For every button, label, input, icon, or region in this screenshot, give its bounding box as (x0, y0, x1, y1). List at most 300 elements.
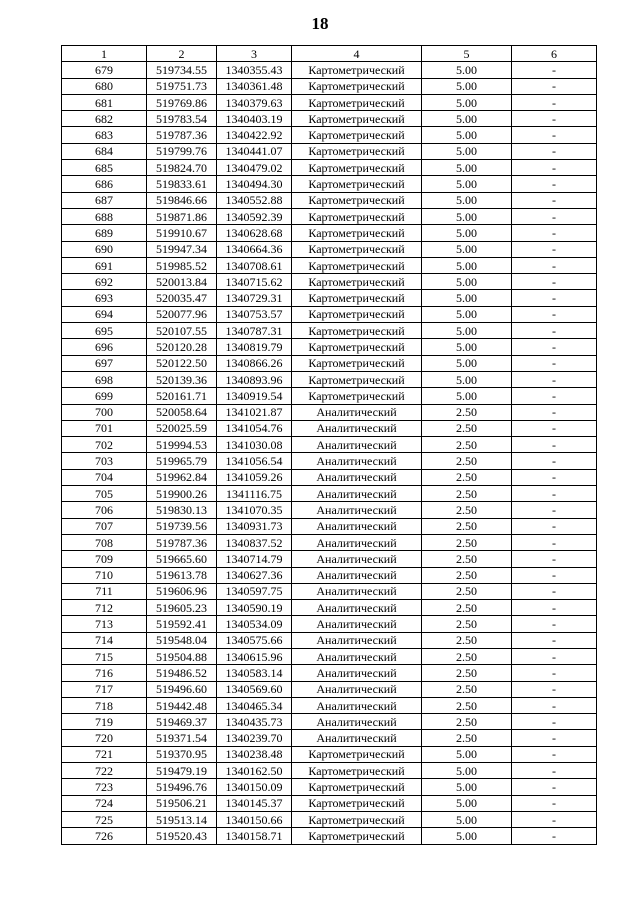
accuracy-cell: 2.50 (422, 583, 512, 599)
table-row (62, 306, 597, 322)
table-row (62, 160, 597, 176)
note-cell: - (512, 241, 597, 257)
note-cell: - (512, 779, 597, 795)
note-cell: - (512, 730, 597, 746)
accuracy-cell: 2.50 (422, 616, 512, 632)
note-cell: - (512, 681, 597, 697)
y-coordinate-cell: 1341116.75 (217, 486, 292, 502)
column-header: 3 (217, 46, 292, 62)
method-cell: Аналитический (292, 648, 422, 664)
x-coordinate-cell: 520035.47 (147, 290, 217, 306)
point-number-cell: 683 (62, 127, 147, 143)
y-coordinate-cell: 1340590.19 (217, 600, 292, 616)
method-cell: Картометрический (292, 111, 422, 127)
accuracy-cell: 5.00 (422, 763, 512, 779)
table-row (62, 62, 597, 78)
y-coordinate-cell: 1340150.09 (217, 779, 292, 795)
table-row (62, 567, 597, 583)
table-row (62, 111, 597, 127)
note-cell: - (512, 323, 597, 339)
method-cell: Аналитический (292, 567, 422, 583)
y-coordinate-cell: 1340819.79 (217, 339, 292, 355)
point-number-cell: 681 (62, 94, 147, 110)
method-cell: Картометрический (292, 339, 422, 355)
accuracy-cell: 2.50 (422, 648, 512, 664)
table-row (62, 388, 597, 404)
y-coordinate-cell: 1341059.26 (217, 469, 292, 485)
x-coordinate-cell: 519846.66 (147, 192, 217, 208)
x-coordinate-cell: 519665.60 (147, 551, 217, 567)
x-coordinate-cell: 519496.60 (147, 681, 217, 697)
accuracy-cell: 5.00 (422, 323, 512, 339)
y-coordinate-cell: 1340615.96 (217, 648, 292, 664)
y-coordinate-cell: 1340355.43 (217, 62, 292, 78)
table-row (62, 420, 597, 436)
point-number-cell: 679 (62, 62, 147, 78)
y-coordinate-cell: 1340569.60 (217, 681, 292, 697)
note-cell: - (512, 486, 597, 502)
table-row (62, 665, 597, 681)
accuracy-cell: 5.00 (422, 208, 512, 224)
accuracy-cell: 2.50 (422, 534, 512, 550)
table-row (62, 730, 597, 746)
accuracy-cell: 5.00 (422, 127, 512, 143)
y-coordinate-cell: 1340435.73 (217, 714, 292, 730)
method-cell: Картометрический (292, 290, 422, 306)
y-coordinate-cell: 1340627.36 (217, 567, 292, 583)
method-cell: Картометрический (292, 746, 422, 762)
table-row (62, 681, 597, 697)
point-number-cell: 685 (62, 160, 147, 176)
method-cell: Картометрический (292, 192, 422, 208)
table-row (62, 274, 597, 290)
method-cell: Картометрический (292, 779, 422, 795)
method-cell: Аналитический (292, 616, 422, 632)
point-number-cell: 698 (62, 371, 147, 387)
note-cell: - (512, 518, 597, 534)
note-cell: - (512, 616, 597, 632)
table-row (62, 811, 597, 827)
y-coordinate-cell: 1340664.36 (217, 241, 292, 257)
method-cell: Картометрический (292, 62, 422, 78)
note-cell: - (512, 274, 597, 290)
accuracy-cell: 2.50 (422, 437, 512, 453)
accuracy-cell: 2.50 (422, 681, 512, 697)
method-cell: Аналитический (292, 486, 422, 502)
note-cell: - (512, 502, 597, 518)
x-coordinate-cell: 519787.36 (147, 534, 217, 550)
accuracy-cell: 5.00 (422, 62, 512, 78)
method-cell: Картометрический (292, 127, 422, 143)
note-cell: - (512, 143, 597, 159)
method-cell: Картометрический (292, 208, 422, 224)
table-row (62, 323, 597, 339)
accuracy-cell: 5.00 (422, 176, 512, 192)
note-cell: - (512, 371, 597, 387)
point-number-cell: 707 (62, 518, 147, 534)
note-cell: - (512, 665, 597, 681)
accuracy-cell: 5.00 (422, 779, 512, 795)
column-header: 6 (512, 46, 597, 62)
method-cell: Картометрический (292, 355, 422, 371)
accuracy-cell: 2.50 (422, 404, 512, 420)
point-number-cell: 714 (62, 632, 147, 648)
point-number-cell: 715 (62, 648, 147, 664)
table-row (62, 355, 597, 371)
method-cell: Аналитический (292, 583, 422, 599)
table-row (62, 828, 597, 844)
accuracy-cell: 2.50 (422, 632, 512, 648)
x-coordinate-cell: 519871.86 (147, 208, 217, 224)
note-cell: - (512, 127, 597, 143)
accuracy-cell: 2.50 (422, 600, 512, 616)
accuracy-cell: 5.00 (422, 274, 512, 290)
x-coordinate-cell: 519496.76 (147, 779, 217, 795)
table-row (62, 795, 597, 811)
note-cell: - (512, 648, 597, 664)
table-row (62, 502, 597, 518)
x-coordinate-cell: 519985.52 (147, 257, 217, 273)
x-coordinate-cell: 519592.41 (147, 616, 217, 632)
x-coordinate-cell: 520139.36 (147, 371, 217, 387)
method-cell: Картометрический (292, 225, 422, 241)
point-number-cell: 692 (62, 274, 147, 290)
x-coordinate-cell: 519751.73 (147, 78, 217, 94)
table-row (62, 208, 597, 224)
x-coordinate-cell: 520025.59 (147, 420, 217, 436)
table-row (62, 192, 597, 208)
x-coordinate-cell: 520013.84 (147, 274, 217, 290)
table-row (62, 143, 597, 159)
x-coordinate-cell: 519504.88 (147, 648, 217, 664)
y-coordinate-cell: 1340150.66 (217, 811, 292, 827)
note-cell: - (512, 714, 597, 730)
table-row (62, 779, 597, 795)
y-coordinate-cell: 1340441.07 (217, 143, 292, 159)
note-cell: - (512, 257, 597, 273)
y-coordinate-cell: 1340893.96 (217, 371, 292, 387)
table-row (62, 616, 597, 632)
table-row (62, 551, 597, 567)
note-cell: - (512, 567, 597, 583)
y-coordinate-cell: 1341070.35 (217, 502, 292, 518)
x-coordinate-cell: 519769.86 (147, 94, 217, 110)
method-cell: Картометрический (292, 241, 422, 257)
y-coordinate-cell: 1340239.70 (217, 730, 292, 746)
x-coordinate-cell: 519783.54 (147, 111, 217, 127)
x-coordinate-cell: 519479.19 (147, 763, 217, 779)
method-cell: Картометрический (292, 828, 422, 844)
page-number: 18 (311, 14, 329, 33)
accuracy-cell: 2.50 (422, 518, 512, 534)
x-coordinate-cell: 519371.54 (147, 730, 217, 746)
point-number-cell: 709 (62, 551, 147, 567)
note-cell: - (512, 192, 597, 208)
point-number-cell: 720 (62, 730, 147, 746)
point-number-cell: 722 (62, 763, 147, 779)
point-number-cell: 724 (62, 795, 147, 811)
method-cell: Аналитический (292, 420, 422, 436)
y-coordinate-cell: 1340465.34 (217, 697, 292, 713)
x-coordinate-cell: 519965.79 (147, 453, 217, 469)
table-header-row (62, 46, 597, 62)
note-cell: - (512, 763, 597, 779)
method-cell: Аналитический (292, 534, 422, 550)
x-coordinate-cell: 519787.36 (147, 127, 217, 143)
method-cell: Картометрический (292, 257, 422, 273)
x-coordinate-cell: 519370.95 (147, 746, 217, 762)
method-cell: Аналитический (292, 665, 422, 681)
x-coordinate-cell: 519548.04 (147, 632, 217, 648)
y-coordinate-cell: 1340158.71 (217, 828, 292, 844)
method-cell: Аналитический (292, 437, 422, 453)
x-coordinate-cell: 519486.52 (147, 665, 217, 681)
method-cell: Аналитический (292, 502, 422, 518)
table-row (62, 648, 597, 664)
method-cell: Аналитический (292, 551, 422, 567)
accuracy-cell: 2.50 (422, 714, 512, 730)
y-coordinate-cell: 1340919.54 (217, 388, 292, 404)
table-row (62, 583, 597, 599)
point-number-cell: 718 (62, 697, 147, 713)
method-cell: Картометрический (292, 371, 422, 387)
note-cell: - (512, 828, 597, 844)
x-coordinate-cell: 520120.28 (147, 339, 217, 355)
note-cell: - (512, 78, 597, 94)
accuracy-cell: 5.00 (422, 828, 512, 844)
y-coordinate-cell: 1340597.75 (217, 583, 292, 599)
point-number-cell: 717 (62, 681, 147, 697)
x-coordinate-cell: 519442.48 (147, 697, 217, 713)
table-row (62, 257, 597, 273)
table-row (62, 339, 597, 355)
method-cell: Аналитический (292, 600, 422, 616)
column-header: 1 (62, 46, 147, 62)
x-coordinate-cell: 519739.56 (147, 518, 217, 534)
y-coordinate-cell: 1341054.76 (217, 420, 292, 436)
column-header: 4 (292, 46, 422, 62)
point-number-cell: 686 (62, 176, 147, 192)
method-cell: Картометрический (292, 143, 422, 159)
point-number-cell: 702 (62, 437, 147, 453)
table-row (62, 371, 597, 387)
point-number-cell: 710 (62, 567, 147, 583)
method-cell: Аналитический (292, 404, 422, 420)
accuracy-cell: 5.00 (422, 388, 512, 404)
y-coordinate-cell: 1340575.66 (217, 632, 292, 648)
x-coordinate-cell: 520161.71 (147, 388, 217, 404)
method-cell: Аналитический (292, 681, 422, 697)
column-header: 2 (147, 46, 217, 62)
accuracy-cell: 5.00 (422, 225, 512, 241)
point-number-cell: 712 (62, 600, 147, 616)
y-coordinate-cell: 1340708.61 (217, 257, 292, 273)
table-row (62, 763, 597, 779)
point-number-cell: 691 (62, 257, 147, 273)
accuracy-cell: 5.00 (422, 192, 512, 208)
table-row (62, 241, 597, 257)
point-number-cell: 688 (62, 208, 147, 224)
x-coordinate-cell: 519469.37 (147, 714, 217, 730)
point-number-cell: 721 (62, 746, 147, 762)
accuracy-cell: 2.50 (422, 567, 512, 583)
method-cell: Картометрический (292, 323, 422, 339)
note-cell: - (512, 453, 597, 469)
accuracy-cell: 2.50 (422, 551, 512, 567)
method-cell: Картометрический (292, 811, 422, 827)
method-cell: Картометрический (292, 306, 422, 322)
y-coordinate-cell: 1340787.31 (217, 323, 292, 339)
y-coordinate-cell: 1340628.68 (217, 225, 292, 241)
point-number-cell: 704 (62, 469, 147, 485)
y-coordinate-cell: 1340753.57 (217, 306, 292, 322)
y-coordinate-cell: 1340379.63 (217, 94, 292, 110)
accuracy-cell: 2.50 (422, 730, 512, 746)
method-cell: Аналитический (292, 518, 422, 534)
table-row (62, 78, 597, 94)
x-coordinate-cell: 519513.14 (147, 811, 217, 827)
x-coordinate-cell: 519506.21 (147, 795, 217, 811)
y-coordinate-cell: 1340403.19 (217, 111, 292, 127)
y-coordinate-cell: 1340422.92 (217, 127, 292, 143)
accuracy-cell: 2.50 (422, 486, 512, 502)
method-cell: Аналитический (292, 453, 422, 469)
point-number-cell: 719 (62, 714, 147, 730)
y-coordinate-cell: 1340931.73 (217, 518, 292, 534)
note-cell: - (512, 62, 597, 78)
x-coordinate-cell: 520122.50 (147, 355, 217, 371)
table-row (62, 600, 597, 616)
accuracy-cell: 5.00 (422, 306, 512, 322)
note-cell: - (512, 94, 597, 110)
x-coordinate-cell: 519830.13 (147, 502, 217, 518)
note-cell: - (512, 746, 597, 762)
table-row (62, 714, 597, 730)
method-cell: Картометрический (292, 388, 422, 404)
note-cell: - (512, 404, 597, 420)
point-number-cell: 705 (62, 486, 147, 502)
point-number-cell: 726 (62, 828, 147, 844)
accuracy-cell: 2.50 (422, 697, 512, 713)
accuracy-cell: 5.00 (422, 811, 512, 827)
point-number-cell: 684 (62, 143, 147, 159)
point-number-cell: 716 (62, 665, 147, 681)
y-coordinate-cell: 1340714.79 (217, 551, 292, 567)
note-cell: - (512, 469, 597, 485)
x-coordinate-cell: 519994.53 (147, 437, 217, 453)
table-row (62, 518, 597, 534)
method-cell: Картометрический (292, 160, 422, 176)
accuracy-cell: 5.00 (422, 257, 512, 273)
x-coordinate-cell: 519947.34 (147, 241, 217, 257)
x-coordinate-cell: 519734.55 (147, 62, 217, 78)
point-number-cell: 690 (62, 241, 147, 257)
note-cell: - (512, 437, 597, 453)
table-row (62, 632, 597, 648)
point-number-cell: 708 (62, 534, 147, 550)
y-coordinate-cell: 1340238.48 (217, 746, 292, 762)
note-cell: - (512, 111, 597, 127)
point-number-cell: 694 (62, 306, 147, 322)
note-cell: - (512, 632, 597, 648)
accuracy-cell: 5.00 (422, 355, 512, 371)
note-cell: - (512, 160, 597, 176)
point-number-cell: 700 (62, 404, 147, 420)
x-coordinate-cell: 519833.61 (147, 176, 217, 192)
accuracy-cell: 5.00 (422, 78, 512, 94)
accuracy-cell: 2.50 (422, 469, 512, 485)
x-coordinate-cell: 519606.96 (147, 583, 217, 599)
accuracy-cell: 5.00 (422, 339, 512, 355)
note-cell: - (512, 176, 597, 192)
x-coordinate-cell: 519962.84 (147, 469, 217, 485)
note-cell: - (512, 339, 597, 355)
method-cell: Аналитический (292, 632, 422, 648)
point-number-cell: 706 (62, 502, 147, 518)
point-number-cell: 696 (62, 339, 147, 355)
method-cell: Картометрический (292, 795, 422, 811)
column-header: 5 (422, 46, 512, 62)
y-coordinate-cell: 1340162.50 (217, 763, 292, 779)
accuracy-cell: 5.00 (422, 241, 512, 257)
y-coordinate-cell: 1340145.37 (217, 795, 292, 811)
note-cell: - (512, 697, 597, 713)
x-coordinate-cell: 520107.55 (147, 323, 217, 339)
note-cell: - (512, 306, 597, 322)
x-coordinate-cell: 519900.26 (147, 486, 217, 502)
method-cell: Аналитический (292, 714, 422, 730)
method-cell: Аналитический (292, 730, 422, 746)
accuracy-cell: 5.00 (422, 746, 512, 762)
point-number-cell: 680 (62, 78, 147, 94)
point-number-cell: 687 (62, 192, 147, 208)
x-coordinate-cell: 519799.76 (147, 143, 217, 159)
point-number-cell: 701 (62, 420, 147, 436)
x-coordinate-cell: 519613.78 (147, 567, 217, 583)
method-cell: Картометрический (292, 176, 422, 192)
y-coordinate-cell: 1340592.39 (217, 208, 292, 224)
note-cell: - (512, 355, 597, 371)
point-number-cell: 695 (62, 323, 147, 339)
y-coordinate-cell: 1341056.54 (217, 453, 292, 469)
method-cell: Картометрический (292, 763, 422, 779)
note-cell: - (512, 420, 597, 436)
y-coordinate-cell: 1340494.30 (217, 176, 292, 192)
accuracy-cell: 5.00 (422, 160, 512, 176)
method-cell: Картометрический (292, 274, 422, 290)
y-coordinate-cell: 1340715.62 (217, 274, 292, 290)
method-cell: Картометрический (292, 78, 422, 94)
accuracy-cell: 2.50 (422, 453, 512, 469)
x-coordinate-cell: 519910.67 (147, 225, 217, 241)
point-number-cell: 703 (62, 453, 147, 469)
accuracy-cell: 2.50 (422, 665, 512, 681)
table-row (62, 746, 597, 762)
point-number-cell: 713 (62, 616, 147, 632)
point-number-cell: 682 (62, 111, 147, 127)
note-cell: - (512, 811, 597, 827)
x-coordinate-cell: 520058.64 (147, 404, 217, 420)
table-row (62, 453, 597, 469)
table-row (62, 437, 597, 453)
x-coordinate-cell: 519605.23 (147, 600, 217, 616)
note-cell: - (512, 290, 597, 306)
accuracy-cell: 2.50 (422, 420, 512, 436)
table-row (62, 127, 597, 143)
table-row (62, 534, 597, 550)
point-number-cell: 693 (62, 290, 147, 306)
point-number-cell: 725 (62, 811, 147, 827)
